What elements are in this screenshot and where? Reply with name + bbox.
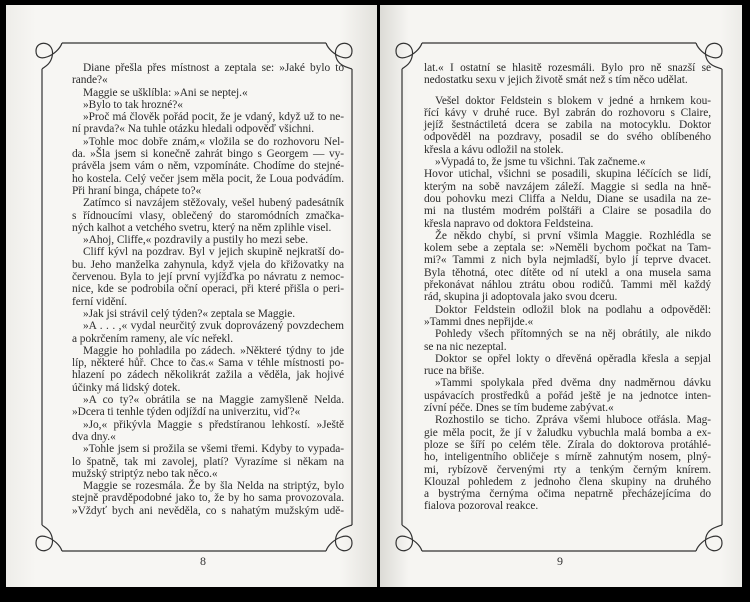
text-line [424, 87, 711, 95]
text-line: řící kávy v druhé ruce. Byl zabrán do rozhovoru s Claire, [424, 106, 711, 119]
text-line: »Tohle jsem si prožila se všemi třemi. Kdyby to vypada- [83, 443, 344, 456]
text-line: bu. Jeho manželka zahynula, když vjela do křižovatky na [72, 258, 344, 271]
text-line: mi, rybízově červenými rty a tenkým černým knírem. [424, 463, 711, 476]
text-line: fialova pozoroval reakce. [424, 500, 539, 513]
text-line: Klouzal pohledem z jednoho člena skupiny na druhého [424, 475, 711, 488]
text-line: Maggie se ušklíbla: »Ani se neptej.« [83, 86, 248, 99]
text-line: »Vždyť bych ani nevěděla, co s nahatým mužským udě- [72, 504, 344, 517]
text-line: ných kalhot a vetchého svetru, který na něm zplihle visel. [72, 221, 332, 234]
text-line: Maggie ho pohladila po zádech. »Některé týdny to jde [83, 344, 344, 357]
text-line: »Tammi dnes nepřijde.« [424, 315, 534, 328]
text-line: kolem sebe a zeptala se: »Neměli bychom počkat na Tam- [424, 242, 711, 255]
left-page [6, 5, 377, 587]
text-line: ho, inteligentního obličeje s mírně zahnutým nosem, plný- [424, 451, 711, 464]
text-line: Doktor se opřel lokty o dřevěná opěradla křesla a sepjal [435, 352, 711, 365]
text-line: ferní vidění. [72, 295, 128, 308]
left-page-text [72, 62, 344, 517]
text-line: hlazení po zádech několikrát zažila a věděla, jak hojivé [72, 369, 344, 382]
text-line: Vešel doktor Feldstein s blokem v jedné a hrnkem kou- [435, 94, 711, 107]
text-line: líp, některé hůř. Chce to čas.« Sama v téhle místnosti po- [72, 357, 344, 370]
text-line: nedostatku sexu v jejich životě smát než s tím něco udělat. [424, 74, 688, 87]
text-line: a pokrčením rameny, ale víc neřekl. [72, 332, 234, 345]
text-line: »A . . . ,« vydal neurčitý zvuk doprovázený povzdechem [83, 320, 344, 333]
text-line: Byla těhotná, otec dítěte od ní utekl a ona musela sama [424, 266, 711, 279]
text-line: »Dcera ti tenhle týden odjíždí na univerzitu, viď?« [72, 406, 301, 419]
text-line: »Tammi spolykala před dvěma dny nadměrnou dávku [435, 377, 711, 390]
text-line: s řídnoucími vlasy, oblečený do staromódních zmačka- [72, 209, 344, 222]
text-line: ho kostela. Celý večer jsem měla pocit, že Loua podvádím. [72, 172, 344, 185]
text-line: zívní péče. Dnes se tím budeme zabývat.« [424, 402, 614, 415]
text-line: mi?« Tammi z nich byla nejmladší, bylo jí teprve dvacet. [424, 254, 711, 267]
text-line: rande?« [72, 74, 108, 87]
text-line: jejíž šestnáctiletá dcera se zabila na motocyklu. Doktor [424, 119, 711, 132]
text-line: da. »Šla jsem si konečně zahrát bingo s Georgem — vy- [72, 148, 344, 161]
text-line: se na nic nezeptal. [424, 340, 507, 353]
right-page-text [424, 62, 711, 513]
text-line: Doktor Feldstein odložil blok na podlahu a odpověděl: [435, 303, 711, 316]
text-line: Že někdo chybí, si první všimla Maggie. Rozhlédla se [435, 229, 711, 242]
text-line: kterým na sobě navzájem záleží. Maggie si sedla na hně- [424, 180, 711, 193]
text-line: ruce na břiše. [424, 365, 485, 378]
text-line: »Vypadá to, že jsme tu všichni. Tak začneme.« [435, 156, 646, 169]
text-line: uspávacích prostředků a pořád ještě je na jednotce inten- [424, 389, 711, 402]
text-line: křesla a kávu odložil na stolek. [424, 143, 564, 156]
text-line: Diane přešla přes místnost a zeptala se: »Jaké bylo to [83, 62, 344, 74]
text-line: »Jo,« přikývla Maggie s předstíranou lehkostí. »Ještě [83, 418, 344, 431]
text-line: Při hraní binga, chápete to?« [72, 184, 202, 197]
text-line: lo špatně, tak mi zavolej, platí? Vyrazíme si někam na [72, 455, 344, 468]
text-line: odpověděl na pozdravy, posadil se do svého oblíbeného [424, 131, 711, 144]
text-line: ploze se šíří po celém těle. Zírala do doktorova protáhlé- [424, 438, 711, 451]
text-line: dou pohovku mezi Cliffa a Neldu, Diane se usadila na ze- [424, 192, 711, 205]
text-line: účinky má lidský dotek. [72, 381, 181, 394]
text-line: křesla napravo od doktora Feldsteina. [424, 217, 594, 230]
text-line: ní pravda?« Na tuhle otázku hledali odpověď všichni. [72, 123, 314, 136]
text-line: Maggie se rozesmála. Že by šla Nelda na striptýz, bylo [83, 480, 344, 493]
text-line: »Ahoj, Cliffe,« pozdravily a pustily ho mezi sebe. [83, 234, 309, 247]
text-line: mi na tlustém modrém polštáři a Claire se posadila do [424, 205, 711, 218]
text-line: »Jak jsi strávil celý týden?« zeptala se Maggie. [83, 307, 296, 320]
text-line: »Proč má člověk pořád pocit, že je vdaný, když už to ne- [83, 111, 344, 124]
text-line: »A co ty?« obrátila se na Maggie zamyšleně Nelda. [83, 394, 344, 407]
text-line: stejně pravděpodobné jako to, že by ho sama provozovala. [72, 492, 344, 505]
text-line: červenou. Byla to její první vyjížďka po návratu z nemoc- [72, 271, 344, 284]
text-line: dva dny.« [72, 430, 116, 443]
text-line: Hovor utichal, všichni se posadili, skupina léčících se lidí, [424, 168, 711, 181]
page-number: 8 [200, 554, 206, 568]
text-line: Rozhostilo se ticho. Zpráva všemi hluboce otřásla. Mag- [435, 414, 711, 427]
text-line: Pohledy všech přítomných se na něj obrátily, ale nikdo [435, 328, 711, 341]
text-line: gie měla pocit, že jí v žaludku vybuchla malá bomba a ex- [424, 426, 711, 439]
text-line: rád, skupina ji adoptovala jako svou dceru. [424, 291, 618, 304]
text-line: Cliff kývl na pozdrav. Byl v jejich skupině nejkratší do- [83, 246, 344, 259]
text-line: lat.« I ostatní se hlasitě rozesmáli. Bylo pro ně snazší se [424, 62, 711, 74]
text-line: Zatímco si navzájem stěžovaly, vešel hubený padesátník [83, 197, 344, 210]
text-line: nice, kde se podrobila oční operaci, při které přišla o peri- [72, 283, 344, 296]
text-line: »Tohle moc dobře znám,« vložila se do rozhovoru Nel- [83, 135, 344, 148]
text-line: »Bylo to tak hrozné?« [83, 98, 183, 111]
text-line: a bystrýma černýma očima nepatrně přecházejícíma do [424, 488, 711, 501]
text-line: překonávat náhlou ztrátu obou rodičů. Tammi měl každý [424, 279, 711, 292]
text-line: právěla jsem vám o něm, vzpomínáte. Chodíme do stejné- [72, 160, 344, 173]
right-page [380, 5, 742, 587]
text-line: mužský striptýz nebo tak něco.« [72, 467, 218, 480]
page-number: 9 [557, 554, 563, 568]
